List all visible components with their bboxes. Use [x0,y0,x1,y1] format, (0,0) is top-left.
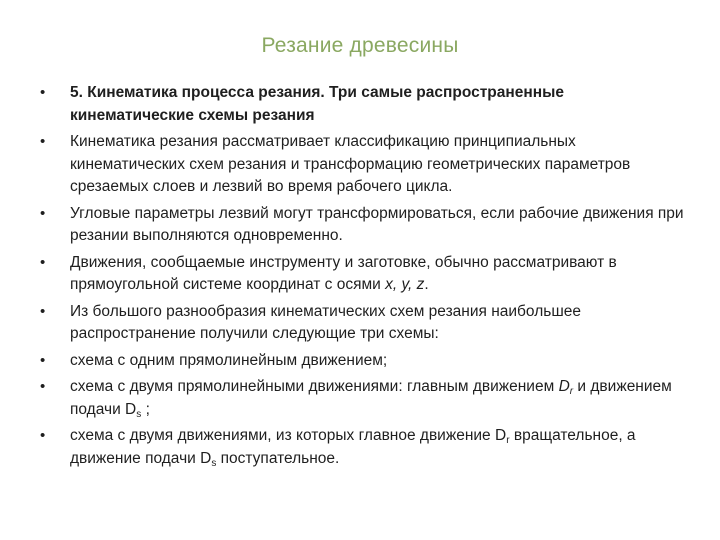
bullet-text: схема с двумя движениями, из которых главное движение [70,427,491,444]
feed-motion-subscript: s [136,408,142,420]
bullet-marker: • [40,302,46,320]
bullet-item [40,425,690,470]
bullet-text: Из большого разнообразия кинематических схем резания наибольшее распространение получили следующие три схемы: [70,302,582,342]
bullet-item [40,203,690,248]
bullet-item [40,252,690,297]
bullet-text: Кинематика резания рассматривает классификацию принципиальных кинематических схем резания и трансформацию геометрических параметров срезаемых слоев и лезвий во время рабочего цикла. [70,133,631,195]
slide-title: Резание древесины [261,34,459,57]
feed-motion-symbol: D [200,449,212,467]
bullet-item [40,350,690,373]
bullet-item [40,131,690,199]
bullet-text-end: . [424,276,429,293]
bullet-text-mid: и движением подачи [70,378,672,418]
bullet-text-end: ; [145,400,150,418]
bullet-text-end: поступательное. [220,449,340,467]
bullet-list [40,82,690,474]
bullet-item [40,301,690,346]
main-motion-symbol: D [558,378,570,395]
bullet-marker: • [40,378,46,395]
bullet-text: Угловые параметры лезвий могут трансформироваться, если рабочие движения при резании выполняются одновременно. [70,204,684,244]
main-motion-symbol: D [495,427,507,444]
bullet-text: схема с одним прямолинейным движением; [70,351,388,369]
bullet-item-heading [40,82,690,127]
bullet-marker: • [40,427,46,444]
feed-motion-subscript: s [211,457,217,469]
bullet-marker: • [40,204,46,222]
main-motion-subscript: r [569,386,574,397]
bullet-text: схема с двумя прямолинейными движениями: главным движением [70,378,555,395]
axes-label: x, y, z [385,276,425,293]
bullet-text-mid: вращательное, а движение подачи [70,427,636,467]
bullet-text: Движения, сообщаемые инструменту и заготовке, обычно рассматривают в прямоугольной системе координат с осями [70,253,617,293]
feed-motion-symbol: D [125,400,137,418]
bullet-marker: • [40,351,46,369]
bullet-marker: • [40,253,46,271]
bullet-marker: • [40,133,46,150]
bullet-text: 5. Кинематика процесса резания. Три самые распространенные кинематические схемы резания [70,84,564,124]
bullet-marker: • [40,84,46,101]
bullet-item [40,376,690,421]
main-motion-subscript: r [506,435,510,446]
